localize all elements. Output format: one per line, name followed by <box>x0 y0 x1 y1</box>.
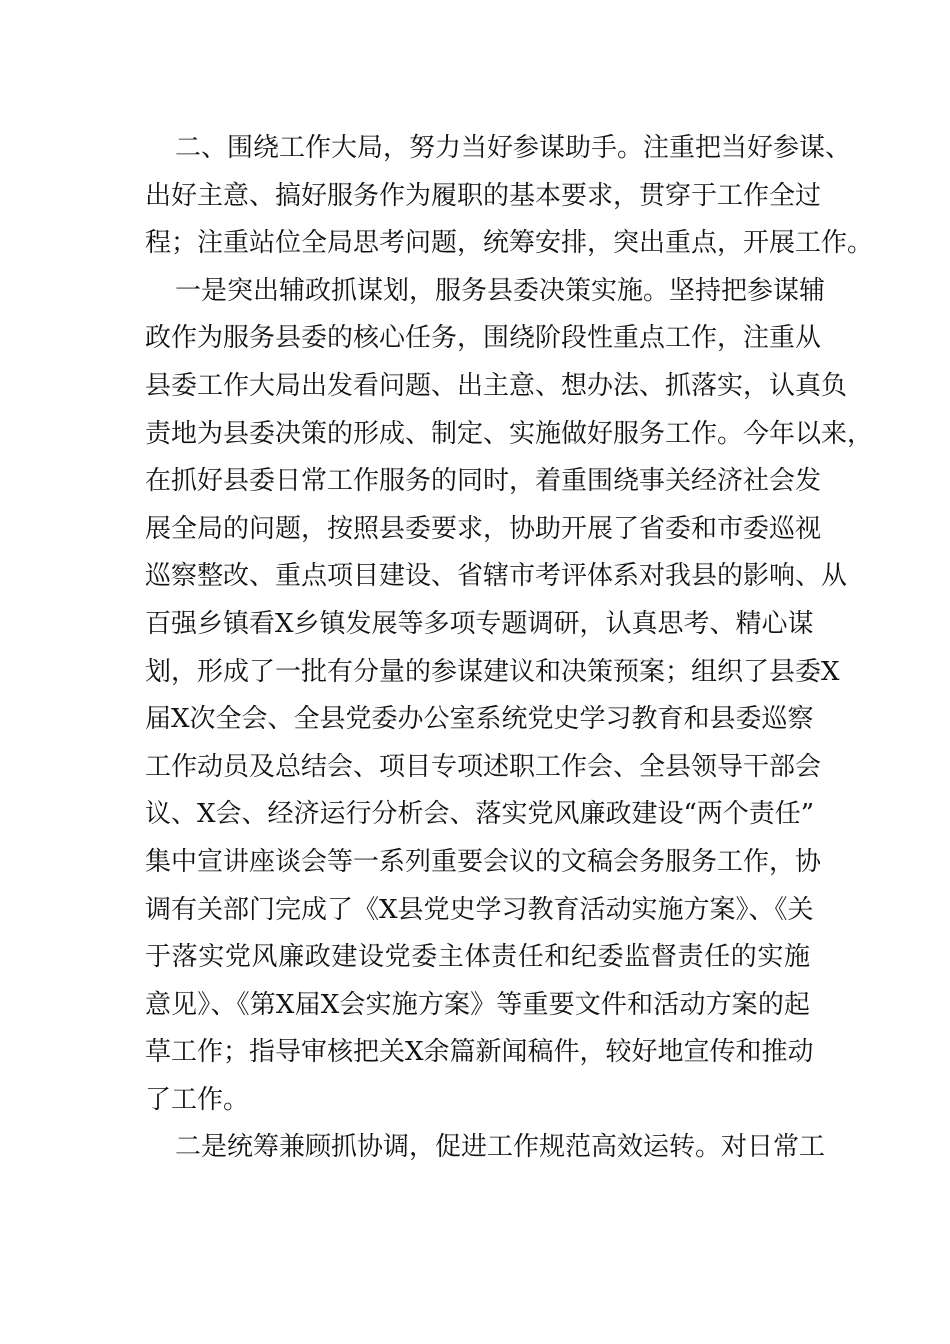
paragraph-line: 政作为服务县委的核心任务，围绕阶段性重点工作，注重从 <box>145 323 822 354</box>
paragraph-point-two <box>145 1124 826 1172</box>
paragraph-line: 巡察整改、重点项目建设、省辖市考评体系对我县的影响、从 <box>145 561 848 592</box>
paragraph-point-one <box>145 268 874 1125</box>
paragraph-line: 议、X会、经济运行分析会、落实党风廉政建设“两个责任” <box>145 799 815 830</box>
paragraph-line: 二是统筹兼顾抓协调，促进工作规范高效运转。对日常工 <box>175 1132 826 1163</box>
paragraph-line: 工作动员及总结会、项目专项述职工作会、全县领导干部会 <box>145 751 822 782</box>
paragraph-line: 出好主意、搞好服务作为履职的基本要求，贯穿于工作全过 <box>145 180 822 211</box>
paragraph-line: 展全局的问题，按照县委要求，协助开展了省委和市委巡视 <box>145 513 822 544</box>
paragraph-line: 二、围绕工作大局，努力当好参谋助手。注重把当好参谋、 <box>175 133 852 163</box>
document-body <box>145 125 874 1172</box>
paragraph-line: 意见》、《第X届X会实施方案》等重要文件和活动方案的起 <box>145 989 810 1020</box>
paragraph-line: 调有关部门完成了《X县党史学习教育活动实施方案》、《关 <box>145 894 814 925</box>
paragraph-line: 程；注重站位全局思考问题，统筹安排，突出重点，开展工作。 <box>145 228 874 259</box>
paragraph-line: 百强乡镇看X乡镇发展等多项专题调研，认真思考、精心谋 <box>145 608 814 639</box>
paragraph-line: 划，形成了一批有分量的参谋建议和决策预案；组织了县委X <box>145 656 840 687</box>
paragraph-line: 届X次全会、全县党委办公室系统党史学习教育和县委巡察 <box>145 704 814 735</box>
paragraph-line: 责地为县委决策的形成、制定、实施做好服务工作。今年以来， <box>145 418 874 449</box>
paragraph-line: 县委工作大局出发看问题、出主意、想办法、抓落实，认真负 <box>145 370 848 401</box>
paragraph-line: 集中宣讲座谈会等一系列重要会议的文稿会务服务工作，协 <box>145 846 822 877</box>
paragraph-line: 草工作；指导审核把关X余篇新闻稿件，较好地宣传和推动 <box>145 1037 814 1068</box>
paragraph-line: 了工作。 <box>145 1084 250 1115</box>
paragraph-line: 在抓好县委日常工作服务的同时，着重围绕事关经济社会发 <box>145 466 822 497</box>
paragraph-line: 于落实党风廉政建设党委主体责任和纪委监督责任的实施 <box>145 942 810 973</box>
paragraph-line: 一是突出辅政抓谋划，服务县委决策实施。坚持把参谋辅 <box>175 275 826 306</box>
paragraph-section-two <box>145 125 874 268</box>
